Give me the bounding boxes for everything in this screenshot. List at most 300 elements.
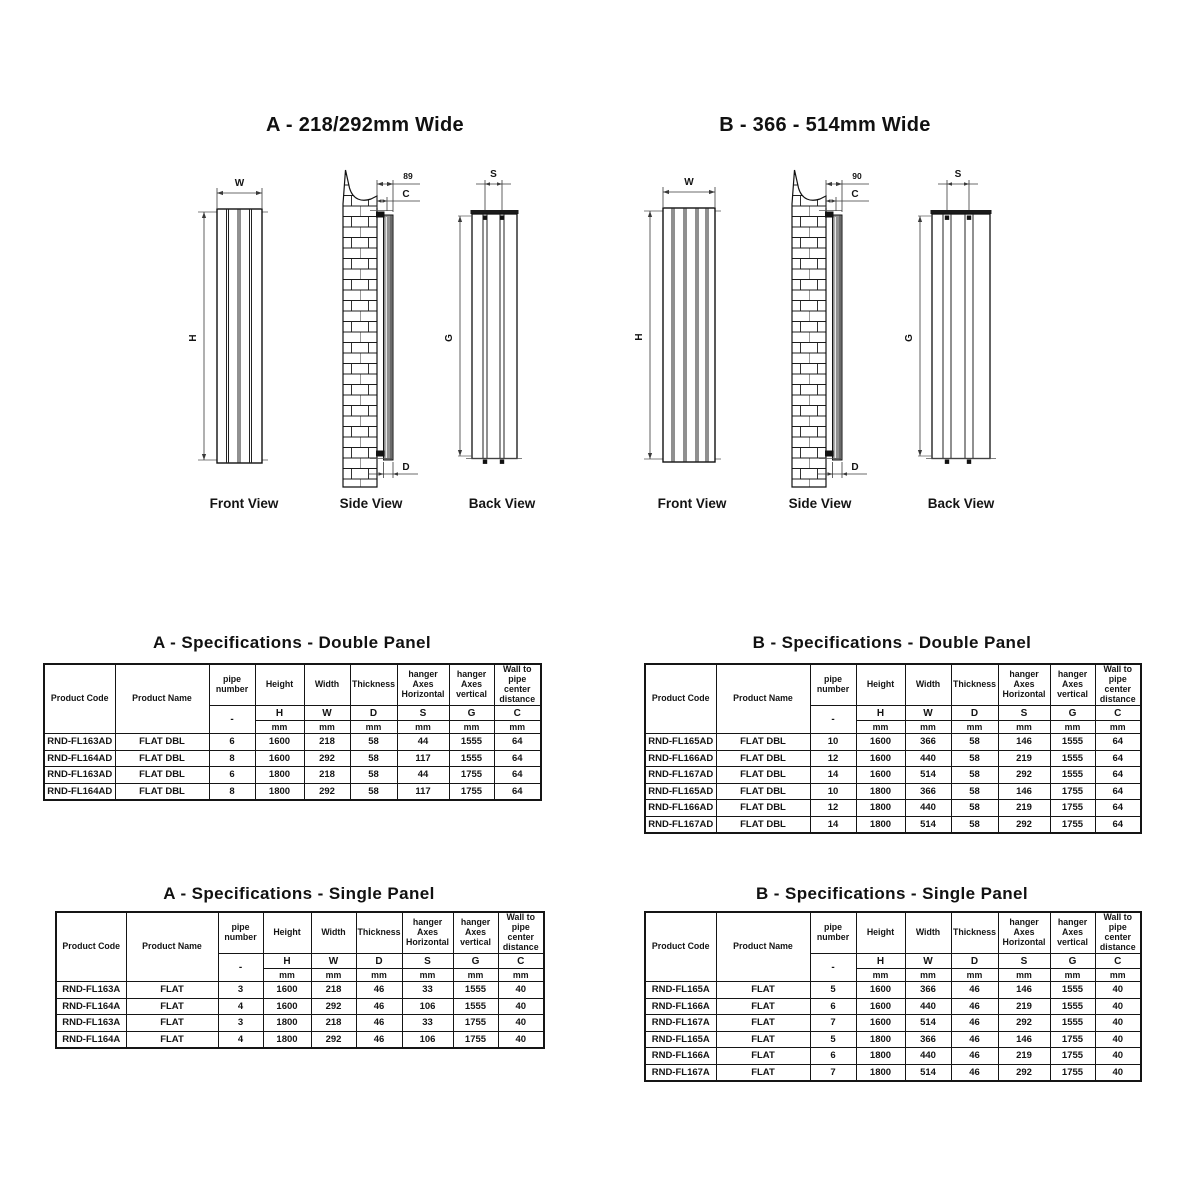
table-cell: 1600	[263, 998, 311, 1015]
table-cell: 146	[998, 783, 1050, 800]
table-cell: 1555	[1050, 1015, 1095, 1032]
table-cell: 5	[810, 1031, 856, 1048]
table-cell: 106	[402, 1031, 453, 1048]
col-wall-to-pipe: Wall to pipe center distance	[1095, 664, 1141, 706]
table-cell: 366	[905, 982, 951, 999]
table-cell: FLAT	[126, 1015, 218, 1032]
width-dim-label: W	[684, 177, 694, 188]
col-height: Height	[856, 664, 905, 706]
table-cell: 1555	[1050, 982, 1095, 999]
sym-c: C	[498, 954, 544, 969]
unit-mm: mm	[311, 969, 356, 982]
unit-mm: mm	[1050, 721, 1095, 734]
table-cell: RND-FL166AD	[645, 800, 716, 817]
table-cell: 218	[304, 734, 350, 751]
hanger-spacing-label: S	[954, 169, 962, 180]
sym-dash: -	[810, 954, 856, 982]
table-cell: 64	[1095, 767, 1141, 784]
table-cell: 64	[494, 783, 541, 800]
table-cell: 4	[218, 1031, 263, 1048]
col-width: Width	[304, 664, 350, 706]
sym-depth: D	[356, 954, 402, 969]
unit-mm: mm	[304, 721, 350, 734]
table-row	[44, 750, 541, 767]
col-product-name: Product Name	[716, 664, 810, 734]
table-cell: RND-FL167A	[645, 1064, 716, 1081]
sym-s: S	[397, 706, 449, 721]
table-title-a-double: A - Specifications - Double Panel	[152, 633, 431, 652]
hanger-spacing-dimension	[476, 169, 511, 214]
table-cell: 12	[810, 800, 856, 817]
sym-dash: -	[209, 706, 255, 734]
table-cell: 146	[998, 982, 1050, 999]
side-view-drawing-b	[789, 162, 869, 511]
col-product-code: Product Code	[645, 912, 716, 982]
front-view-label: Front View	[209, 496, 279, 511]
unit-mm: mm	[951, 721, 998, 734]
hanger-offset-label: 90	[852, 171, 862, 181]
table-row	[645, 783, 1141, 800]
table-cell: 1600	[263, 982, 311, 999]
table-row	[44, 767, 541, 784]
table-cell: 1800	[255, 767, 304, 784]
col-hanger-horizontal: hanger Axes Horizontal	[998, 664, 1050, 706]
radiator-back-body	[932, 214, 990, 459]
table-cell: RND-FL163AD	[44, 767, 115, 784]
table-cell: 1600	[856, 750, 905, 767]
table-cell: 292	[998, 1064, 1050, 1081]
table-cell: 1600	[255, 734, 304, 751]
height-dim-label: H	[188, 334, 199, 342]
table-cell: 1755	[1050, 816, 1095, 833]
table-cell: RND-FL167AD	[645, 767, 716, 784]
table-cell: FLAT	[716, 1015, 810, 1032]
col-height: Height	[263, 912, 311, 954]
diagram-a-title: A - 218/292mm Wide	[266, 114, 464, 136]
table-cell: 1555	[1050, 998, 1095, 1015]
wall-pipe-dimension	[826, 189, 869, 211]
table-cell: 366	[905, 1031, 951, 1048]
table-cell: 1800	[856, 1031, 905, 1048]
table-cell: 40	[1095, 1015, 1141, 1032]
table-cell: 40	[1095, 1048, 1141, 1065]
table-cell: 1555	[1050, 734, 1095, 751]
table-cell: 40	[1095, 982, 1141, 999]
back-view-drawing-b	[904, 169, 996, 511]
table-cell: FLAT	[126, 982, 218, 999]
table-cell: 10	[810, 734, 856, 751]
table-cell: FLAT	[716, 1031, 810, 1048]
table-cell: 46	[356, 998, 402, 1015]
table-cell: 1600	[856, 998, 905, 1015]
sym-height: H	[263, 954, 311, 969]
table-cell: 46	[951, 1031, 998, 1048]
table-row	[44, 783, 541, 800]
sym-height: H	[856, 706, 905, 721]
table-cell: 1755	[449, 783, 494, 800]
table-cell: 1755	[1050, 1031, 1095, 1048]
table-cell: 64	[1095, 734, 1141, 751]
table-cell: 292	[304, 783, 350, 800]
table-cell: 14	[810, 816, 856, 833]
col-pipe-number: pipe number	[810, 664, 856, 706]
table-cell: 1600	[856, 734, 905, 751]
table-cell: 64	[1095, 750, 1141, 767]
spec-table-a-single	[55, 911, 545, 1049]
table-cell: 440	[905, 998, 951, 1015]
sym-c: C	[494, 706, 541, 721]
col-hanger-vertical: hanger Axes vertical	[1050, 912, 1095, 954]
col-wall-to-pipe: Wall to pipe center distance	[498, 912, 544, 954]
table-cell: 292	[998, 1015, 1050, 1032]
wall-pipe-label: C	[851, 189, 859, 200]
table-cell: 1755	[1050, 1064, 1095, 1081]
hanger-vertical-label: G	[904, 334, 915, 342]
table-title-b-single: B - Specifications - Single Panel	[755, 884, 1029, 903]
table-cell: 6	[810, 1048, 856, 1065]
col-product-code: Product Code	[44, 664, 115, 734]
unit-mm: mm	[356, 969, 402, 982]
col-hanger-horizontal: hanger Axes Horizontal	[402, 912, 453, 954]
table-body	[645, 982, 1141, 1082]
table-row	[44, 734, 541, 751]
table-cell: 3	[218, 982, 263, 999]
table-row	[645, 1064, 1141, 1081]
table-cell: 64	[1095, 800, 1141, 817]
table-cell: FLAT DBL	[716, 734, 810, 751]
table-cell: 6	[209, 767, 255, 784]
table-body	[56, 982, 544, 1049]
hanger-offset-label: 89	[403, 171, 413, 181]
table-cell: FLAT DBL	[716, 783, 810, 800]
header-row-labels	[56, 912, 544, 954]
table-cell: 12	[810, 750, 856, 767]
wall-pipe-label: C	[402, 189, 410, 200]
table-cell: 1755	[1050, 1048, 1095, 1065]
sym-width: W	[311, 954, 356, 969]
table-cell: 10	[810, 783, 856, 800]
table-cell: FLAT DBL	[716, 800, 810, 817]
table-cell: 1800	[263, 1015, 311, 1032]
col-hanger-vertical: hanger Axes vertical	[449, 664, 494, 706]
unit-mm: mm	[998, 721, 1050, 734]
unit-mm: mm	[856, 969, 905, 982]
table-cell: 6	[209, 734, 255, 751]
col-product-name: Product Name	[126, 912, 218, 982]
table-cell: 46	[356, 1015, 402, 1032]
unit-mm: mm	[1050, 969, 1095, 982]
table-cell: 40	[498, 982, 544, 999]
table-cell: 292	[311, 998, 356, 1015]
col-hanger-vertical: hanger Axes vertical	[1050, 664, 1095, 706]
table-cell: 58	[350, 783, 397, 800]
table-cell: 46	[356, 1031, 402, 1048]
table-cell: 40	[1095, 998, 1141, 1015]
table-cell: 1755	[449, 767, 494, 784]
table-cell: 514	[905, 816, 951, 833]
table-cell: 1555	[449, 750, 494, 767]
table-cell: FLAT DBL	[716, 767, 810, 784]
hanger-vertical-label: G	[444, 334, 455, 342]
col-width: Width	[905, 912, 951, 954]
table-row	[645, 767, 1141, 784]
unit-mm: mm	[350, 721, 397, 734]
table-row	[645, 1015, 1141, 1032]
table-row	[645, 816, 1141, 833]
table-cell: FLAT DBL	[115, 767, 209, 784]
table-cell: 58	[951, 783, 998, 800]
col-hanger-horizontal: hanger Axes Horizontal	[397, 664, 449, 706]
unit-mm: mm	[998, 969, 1050, 982]
table-cell: 58	[350, 734, 397, 751]
table-cell: FLAT	[716, 1064, 810, 1081]
radiator-side-panel	[833, 215, 843, 460]
table-cell: 1800	[255, 783, 304, 800]
table-cell: 40	[1095, 1064, 1141, 1081]
col-height: Height	[255, 664, 304, 706]
table-cell: 1600	[856, 1015, 905, 1032]
col-product-name: Product Name	[115, 664, 209, 734]
sym-dash: -	[218, 954, 263, 982]
table-cell: 8	[209, 750, 255, 767]
hanger-vertical-dimension	[904, 216, 932, 456]
sym-width: W	[905, 954, 951, 969]
table-row	[56, 1015, 544, 1032]
table-cell: 58	[951, 767, 998, 784]
table-cell: 6	[810, 998, 856, 1015]
radiator-side-panel	[384, 215, 394, 460]
table-cell: 58	[350, 750, 397, 767]
sym-c: C	[1095, 706, 1141, 721]
table-cell: 44	[397, 734, 449, 751]
unit-mm: mm	[951, 969, 998, 982]
table-cell: FLAT	[716, 998, 810, 1015]
back-view-label: Back View	[927, 496, 995, 511]
table-cell: FLAT	[126, 1031, 218, 1048]
table-cell: 1555	[1050, 767, 1095, 784]
table-header	[44, 664, 541, 734]
table-cell: 1800	[856, 1048, 905, 1065]
table-cell: 366	[905, 734, 951, 751]
table-cell: 58	[951, 800, 998, 817]
table-cell: RND-FL166A	[645, 998, 716, 1015]
table-title-a-single: A - Specifications - Single Panel	[163, 884, 435, 903]
table-cell: 514	[905, 767, 951, 784]
sym-dash: -	[810, 706, 856, 734]
sym-width: W	[304, 706, 350, 721]
col-wall-to-pipe: Wall to pipe center distance	[1095, 912, 1141, 954]
table-cell: 440	[905, 800, 951, 817]
table-row	[645, 734, 1141, 751]
table-cell: RND-FL164A	[56, 1031, 126, 1048]
height-dimension	[188, 212, 206, 460]
col-thickness: Thickness	[350, 664, 397, 706]
unit-mm: mm	[402, 969, 453, 982]
sym-c: C	[1095, 954, 1141, 969]
table-cell: 292	[998, 767, 1050, 784]
unit-mm: mm	[494, 721, 541, 734]
table-cell: 292	[304, 750, 350, 767]
table-cell: 1800	[856, 816, 905, 833]
sym-s: S	[998, 954, 1050, 969]
col-product-code: Product Code	[56, 912, 126, 982]
wall-pipe-dimension	[377, 189, 420, 211]
radiator-front-body	[663, 208, 715, 462]
unit-mm: mm	[453, 969, 498, 982]
table-cell: 58	[350, 767, 397, 784]
table-cell: RND-FL166A	[645, 1048, 716, 1065]
table-cell: 440	[905, 750, 951, 767]
table-cell: 117	[397, 750, 449, 767]
table-cell: 1555	[453, 998, 498, 1015]
col-width: Width	[311, 912, 356, 954]
col-hanger-vertical: hanger Axes vertical	[453, 912, 498, 954]
hanger-spacing-dimension	[938, 169, 978, 214]
table-cell: 117	[397, 783, 449, 800]
table-cell: 218	[311, 1015, 356, 1032]
sym-height: H	[856, 954, 905, 969]
table-cell: 1800	[856, 800, 905, 817]
hanger-vertical-dimension	[444, 216, 472, 456]
unit-mm: mm	[449, 721, 494, 734]
table-cell: 218	[304, 767, 350, 784]
table-cell: 7	[810, 1015, 856, 1032]
header-row-labels	[645, 912, 1141, 954]
col-wall-to-pipe: Wall to pipe center distance	[494, 664, 541, 706]
table-cell: RND-FL164A	[56, 998, 126, 1015]
table-cell: 58	[951, 816, 998, 833]
width-dimension	[217, 178, 262, 208]
table-cell: 1800	[856, 783, 905, 800]
side-view-drawing-a	[340, 162, 420, 511]
table-cell: 46	[951, 998, 998, 1015]
col-height: Height	[856, 912, 905, 954]
table-row	[645, 800, 1141, 817]
hanger-spacing-label: S	[490, 169, 497, 180]
unit-mm: mm	[905, 969, 951, 982]
table-cell: RND-FL165AD	[645, 734, 716, 751]
table-header	[56, 912, 544, 982]
table-cell: 1555	[453, 982, 498, 999]
table-cell: 8	[209, 783, 255, 800]
unit-mm: mm	[263, 969, 311, 982]
spec-table-b-single	[644, 911, 1142, 1082]
col-thickness: Thickness	[951, 664, 998, 706]
table-cell: 64	[494, 750, 541, 767]
table-cell: 1755	[1050, 783, 1095, 800]
header-row-labels	[44, 664, 541, 706]
unit-mm: mm	[856, 721, 905, 734]
depth-label: D	[402, 462, 410, 473]
table-cell: 46	[951, 1048, 998, 1065]
unit-mm: mm	[1095, 721, 1141, 734]
spec-table-b-double	[644, 663, 1142, 834]
table-cell: 1755	[1050, 800, 1095, 817]
col-pipe-number: pipe number	[218, 912, 263, 954]
front-view-label: Front View	[657, 496, 727, 511]
table-row	[56, 982, 544, 999]
back-view-drawing-a	[444, 169, 536, 511]
table-cell: 218	[311, 982, 356, 999]
sym-g: G	[1050, 954, 1095, 969]
height-dimension	[634, 211, 652, 459]
table-cell: 14	[810, 767, 856, 784]
col-hanger-horizontal: hanger Axes Horizontal	[998, 912, 1050, 954]
table-cell: 1600	[856, 982, 905, 999]
col-product-code: Product Code	[645, 664, 716, 734]
radiator-back-body	[472, 214, 517, 459]
table-cell: 219	[998, 998, 1050, 1015]
table-header	[645, 664, 1141, 734]
table-row	[645, 1048, 1141, 1065]
sym-g: G	[1050, 706, 1095, 721]
table-row	[645, 998, 1141, 1015]
table-cell: 46	[356, 982, 402, 999]
table-cell: 64	[494, 767, 541, 784]
table-cell: RND-FL163AD	[44, 734, 115, 751]
height-dim-label: H	[634, 333, 645, 341]
table-cell: RND-FL166AD	[645, 750, 716, 767]
table-cell: 33	[402, 1015, 453, 1032]
sym-height: H	[255, 706, 304, 721]
table-cell: FLAT DBL	[716, 750, 810, 767]
header-row-labels	[645, 664, 1141, 706]
table-cell: FLAT	[126, 998, 218, 1015]
table-cell: 1755	[453, 1031, 498, 1048]
table-cell: 1600	[255, 750, 304, 767]
sym-depth: D	[350, 706, 397, 721]
table-cell: 40	[498, 1031, 544, 1048]
table-cell: 5	[810, 982, 856, 999]
table-header	[645, 912, 1141, 982]
table-cell: 1600	[856, 767, 905, 784]
table-cell: 40	[1095, 1031, 1141, 1048]
table-cell: 7	[810, 1064, 856, 1081]
unit-mm: mm	[255, 721, 304, 734]
table-cell: 146	[998, 734, 1050, 751]
table-cell: 46	[951, 1064, 998, 1081]
table-cell: FLAT	[716, 982, 810, 999]
table-body	[645, 734, 1141, 834]
sym-s: S	[402, 954, 453, 969]
table-cell: 366	[905, 783, 951, 800]
table-cell: RND-FL165A	[645, 982, 716, 999]
table-cell: 292	[998, 816, 1050, 833]
table-cell: FLAT DBL	[115, 783, 209, 800]
col-thickness: Thickness	[356, 912, 402, 954]
col-thickness: Thickness	[951, 912, 998, 954]
table-cell: 44	[397, 767, 449, 784]
table-row	[56, 1031, 544, 1048]
sym-g: G	[449, 706, 494, 721]
table-cell: 58	[951, 734, 998, 751]
unit-mm: mm	[397, 721, 449, 734]
table-cell: 219	[998, 750, 1050, 767]
table-cell: 33	[402, 982, 453, 999]
table-cell: FLAT DBL	[115, 734, 209, 751]
hanger-offset-dimension	[826, 171, 869, 212]
side-view-label: Side View	[339, 496, 403, 511]
table-cell: 64	[1095, 816, 1141, 833]
table-row	[645, 750, 1141, 767]
front-view-drawing-a	[188, 178, 279, 511]
table-cell: 219	[998, 800, 1050, 817]
table-row	[645, 982, 1141, 999]
table-row	[56, 998, 544, 1015]
table-cell: RND-FL164AD	[44, 750, 115, 767]
table-cell: 4	[218, 998, 263, 1015]
unit-mm: mm	[905, 721, 951, 734]
